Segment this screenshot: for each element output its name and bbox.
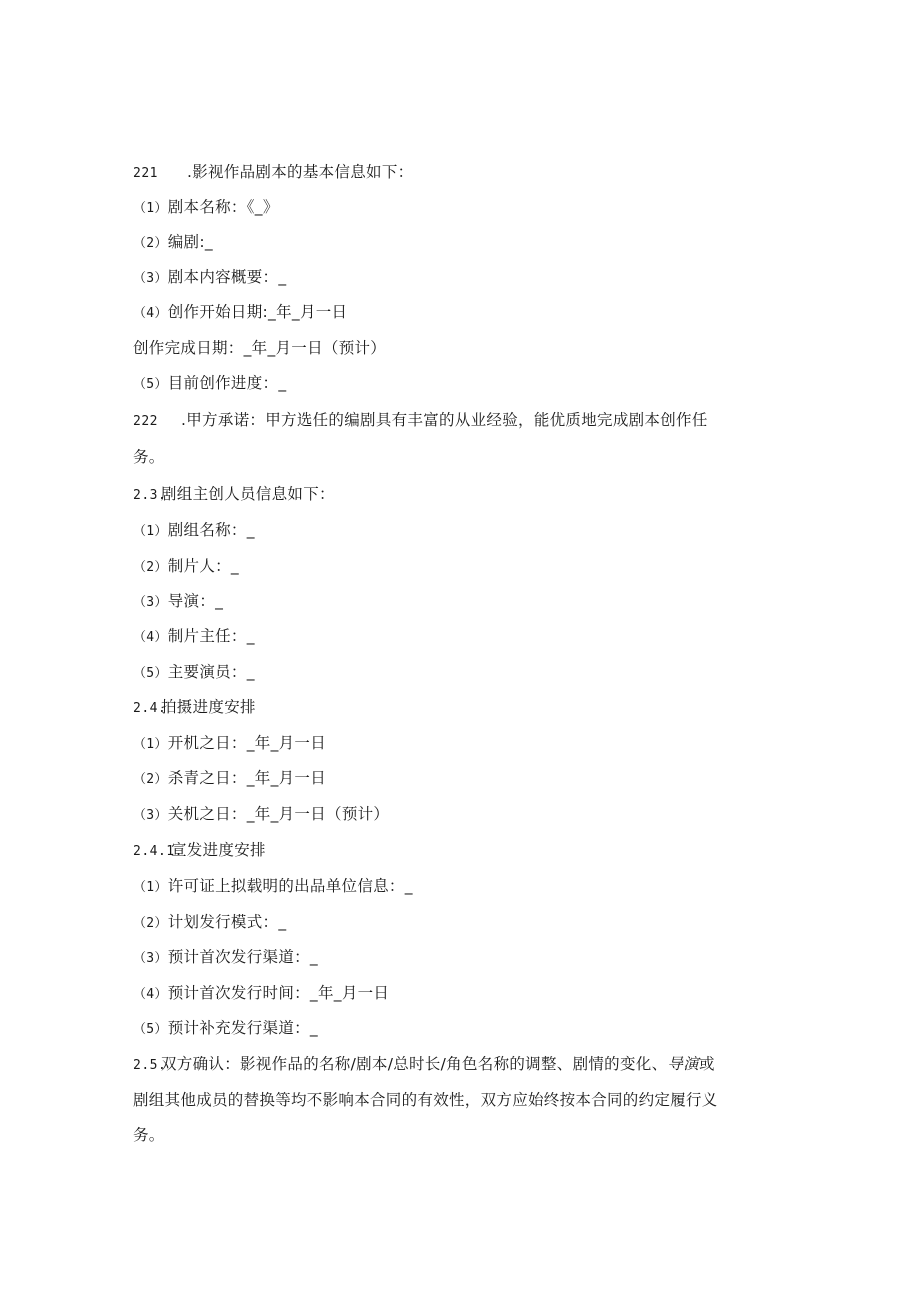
item-number: （4）	[133, 630, 168, 645]
section-25-continuation	[133, 1125, 165, 1145]
item-text: 剧本名称：《_》	[167, 198, 279, 216]
item-number: （1）	[133, 201, 168, 216]
section-text: 拍摄进度安排	[161, 698, 256, 716]
item-text: 创作完成日期：_年_月一日（预计）	[133, 339, 387, 357]
item-number: （2）	[133, 916, 168, 931]
section-text: .影视作品剧本的基本信息如下：	[187, 163, 414, 181]
section-number: 2.4.1.	[133, 844, 183, 859]
item-text: 许可证上拟载明的出品单位信息：_	[167, 877, 413, 895]
item-number: （3）	[133, 808, 168, 823]
item-text: 预计首次发行时间：_年_月一日	[167, 984, 390, 1002]
item-number: （5）	[133, 1022, 168, 1037]
list-item	[133, 267, 286, 289]
section-text: 双方确认：影视作品的名称/剧本/总时长/角色名称的调整、剧情的变化、	[161, 1055, 668, 1073]
section-text: 或	[698, 1055, 715, 1073]
list-item	[133, 912, 286, 934]
item-number: （5）	[133, 377, 168, 392]
list-item	[133, 556, 239, 578]
section-241-heading	[133, 840, 266, 862]
list-item	[133, 373, 286, 395]
section-text: 剧组其他成员的替换等均不影响本合同的有效性，双方应始终按本合同的约定履行义	[133, 1091, 718, 1109]
item-text: 制片人：_	[167, 557, 239, 575]
item-number: （2）	[133, 560, 168, 575]
item-text: 关机之日：_年_月一日（预计）	[167, 805, 390, 823]
item-number: （1）	[133, 737, 168, 752]
item-text: 预计首次发行渠道：_	[167, 948, 318, 966]
item-text: 创作开始日期:_年_月一日	[167, 303, 348, 321]
list-item	[133, 947, 318, 969]
section-text: 务。	[133, 1126, 165, 1144]
section-text-italic: 导演	[667, 1055, 699, 1073]
item-text: 计划发行模式：_	[167, 913, 287, 931]
list-item	[133, 591, 223, 613]
completion-date-line	[133, 338, 386, 358]
item-text: 编剧:_	[167, 233, 213, 251]
list-item	[133, 733, 326, 755]
section-222-continuation	[133, 447, 165, 467]
item-text: 导演：_	[167, 592, 224, 610]
item-number: （4）	[133, 306, 168, 321]
item-number: （3）	[133, 951, 168, 966]
list-item	[133, 983, 389, 1005]
item-number: （3）	[133, 271, 168, 286]
list-item	[133, 804, 389, 826]
item-number: （1）	[133, 880, 168, 895]
list-item	[133, 662, 255, 684]
list-item	[133, 768, 326, 790]
item-number: （1）	[133, 524, 168, 539]
list-item	[133, 876, 413, 898]
section-221-heading	[133, 162, 413, 184]
section-number: 221	[133, 166, 158, 181]
section-text: 务。	[133, 448, 165, 466]
section-222-heading	[133, 410, 708, 432]
section-number: 2.5.	[133, 1058, 167, 1073]
item-text: 预计补充发行渠道：_	[167, 1019, 318, 1037]
list-item	[133, 302, 347, 324]
section-number: 2.3.	[133, 488, 167, 503]
section-number: 222	[133, 414, 158, 429]
list-item	[133, 626, 255, 648]
item-text: 目前创作进度：_	[167, 374, 287, 392]
item-text: 剧本内容概要：_	[167, 268, 287, 286]
item-text: 开机之日：_年_月一日	[167, 734, 327, 752]
section-number: 2.4.	[133, 701, 167, 716]
item-text: 剧组名称：_	[167, 521, 255, 539]
section-text: .甲方承诺：甲方选任的编剧具有丰富的从业经验，能优质地完成剧本创作任	[181, 411, 708, 429]
list-item	[133, 1018, 318, 1040]
item-number: （5）	[133, 666, 168, 681]
list-item	[133, 197, 279, 219]
section-text: 剧组主创人员信息如下：	[161, 485, 335, 503]
item-text: 杀青之日：_年_月一日	[167, 769, 327, 787]
section-24-heading	[133, 697, 256, 719]
item-number: （2）	[133, 236, 168, 251]
list-item	[133, 232, 213, 254]
section-text: 宣发进度安排	[171, 841, 266, 859]
section-25-heading	[133, 1054, 715, 1076]
item-text: 制片主任：_	[167, 627, 255, 645]
section-25-continuation	[133, 1090, 718, 1110]
item-number: （4）	[133, 987, 168, 1002]
list-item	[133, 520, 255, 542]
item-text: 主要演员：_	[167, 663, 255, 681]
item-number: （2）	[133, 772, 168, 787]
section-23-heading	[133, 484, 335, 506]
item-number: （3）	[133, 595, 168, 610]
